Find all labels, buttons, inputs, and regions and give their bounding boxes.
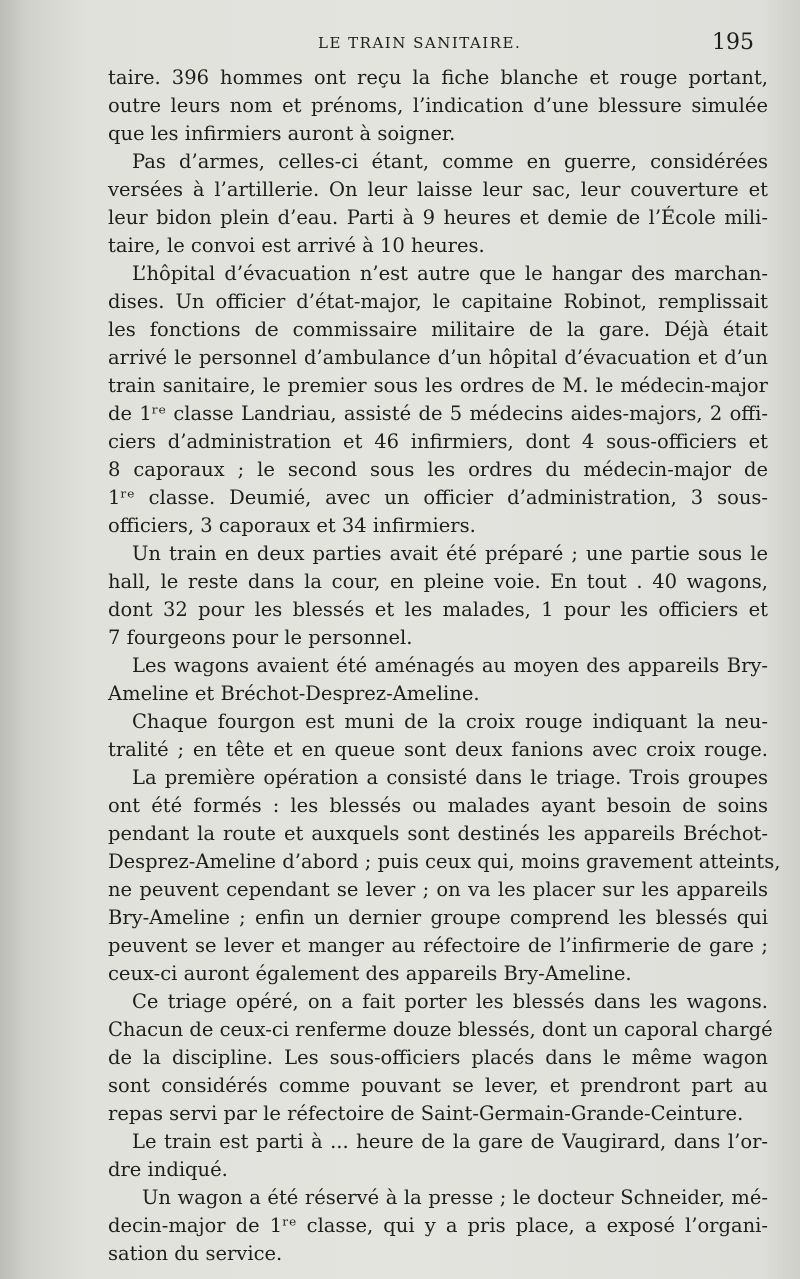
text-line: sation du service. (108, 1242, 283, 1265)
text-line: La première opération a consisté dans le triage. Trois groupes (132, 766, 768, 789)
text-line: Le train est parti à ... heure de la gare de Vaugirard, dans l’or- (132, 1130, 768, 1153)
text-line: Un wagon a été réservé à la presse ; le docteur Schneider, mé- (142, 1186, 768, 1209)
body-text (108, 64, 781, 1268)
text-line: Desprez-Ameline d’abord ; puis ceux qui, moins gravement atteints, (108, 850, 781, 873)
text-line: dont 32 pour les blessés et les malades, 1 pour les officiers et (108, 598, 768, 621)
text-line: officiers, 3 caporaux et 34 infirmiers. (108, 514, 476, 537)
text-line: les fonctions de commissaire militaire de la gare. Déjà était (108, 318, 768, 341)
text-line: train sanitaire, le premier sous les ordres de M. le médecin-major (108, 374, 768, 397)
text-line: pendant la route et auxquels sont destinés les appareils Bréchot- (108, 822, 768, 845)
text-line: ciers d’administration et 46 infirmiers, dont 4 sous-officiers et (108, 430, 768, 453)
text-line: taire. 396 hommes ont reçu la fiche blanche et rouge portant, (108, 66, 768, 89)
text-line: dises. Un officier d’état-major, le capitaine Robinot, remplissait (108, 290, 768, 313)
text-line: Les wagons avaient été aménagés au moyen des appareils Bry- (132, 654, 768, 677)
text-line: que les infirmiers auront à soigner. (108, 122, 456, 145)
text-line: outre leurs nom et prénoms, l’indication d’une blessure simulée (108, 94, 768, 117)
text-line: Ce triage opéré, on a fait porter les blessés dans les wagons. (132, 990, 768, 1013)
text-line: ne peuvent cependant se lever ; on va les placer sur les appareils (108, 878, 768, 901)
text-line: Chacun de ceux-ci renferme douze blessés, dont un caporal chargé (108, 1018, 773, 1041)
text-line: sont considérés comme pouvant se lever, et prendront part au (108, 1074, 768, 1097)
text-line: versées à l’artillerie. On leur laisse leur sac, leur couverture et (108, 178, 768, 201)
text-line: repas servi par le réfectoire de Saint-Germain-Grande-Ceinture. (108, 1102, 744, 1125)
running-title: LE TRAIN SANITAIRE. (318, 34, 522, 52)
text-line: taire, le convoi est arrivé à 10 heures. (108, 234, 485, 257)
text-line: arrivé le personnel d’ambulance d’un hôpital d’évacuation et d’un (108, 346, 768, 369)
page-header (0, 30, 800, 60)
text-line: de la discipline. Les sous-officiers placés dans le même wagon (108, 1046, 768, 1069)
text-line: Bry-Ameline ; enfin un dernier groupe comprend les blessés qui (108, 906, 768, 929)
text-line: hall, le reste dans la cour, en pleine voie. En tout . 40 wagons, (108, 570, 768, 593)
text-line: Chaque fourgon est muni de la croix rouge indiquant la neu- (132, 710, 768, 733)
text-line: Pas d’armes, celles-ci étant, comme en guerre, considérées (132, 150, 768, 173)
text-line: 8 caporaux ; le second sous les ordres du médecin-major de (108, 458, 768, 481)
text-line: tralité ; en tête et en queue sont deux fanions avec croix rouge. (108, 738, 768, 761)
text-line: leur bidon plein d’eau. Parti à 9 heures et demie de l’École mili- (108, 206, 768, 229)
text-line: decin-major de 1ʳᵉ classe, qui y a pris place, a exposé l’organi- (108, 1214, 768, 1237)
text-line: L’hôpital d’évacuation n’est autre que le hangar des marchan- (132, 262, 768, 285)
text-line: dre indiqué. (108, 1158, 228, 1181)
text-line: ceux-ci auront également des appareils Bry-Ameline. (108, 962, 632, 985)
text-line: de 1ʳᵉ classe Landriau, assisté de 5 médecins aides-majors, 2 offi- (108, 402, 768, 425)
text-line: peuvent se lever et manger au réfectoire de l’infirmerie de gare ; (108, 934, 768, 957)
text-line: ont été formés : les blessés ou malades ayant besoin de soins (108, 794, 768, 817)
text-line: Ameline et Bréchot-Desprez-Ameline. (108, 682, 480, 705)
text-line: 7 fourgeons pour le personnel. (108, 626, 413, 649)
page-number: 195 (712, 30, 754, 55)
text-line: Un train en deux parties avait été préparé ; une partie sous le (132, 542, 768, 565)
text-line: 1ʳᵉ classe. Deumié, avec un officier d’administration, 3 sous- (108, 486, 768, 509)
